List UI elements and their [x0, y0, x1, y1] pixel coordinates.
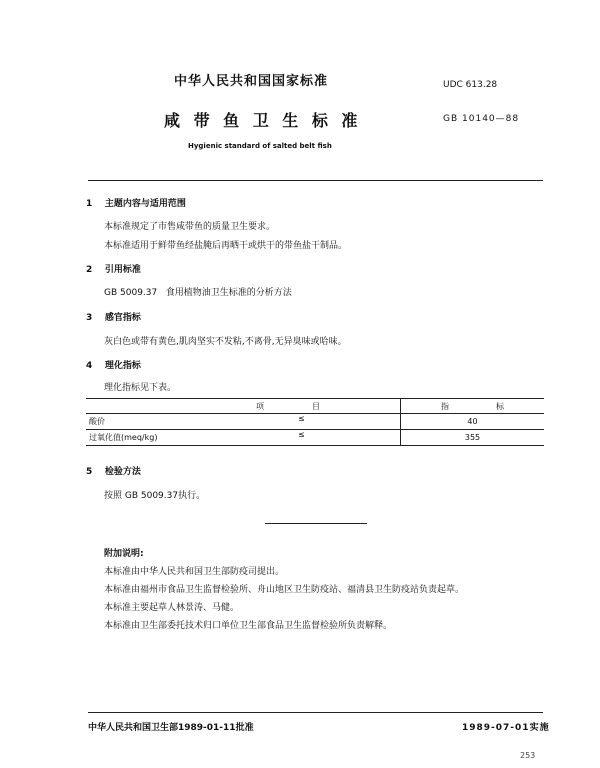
row-operator: ≤: [298, 430, 305, 439]
section-5-heading: [86, 464, 141, 477]
notes-line-4: 本标准由卫生部委托技术归口单位卫生部食品卫生监督检验所负责解释。: [104, 621, 393, 631]
section-1-number: 1: [86, 199, 93, 209]
notes-title: 附加说明:: [104, 549, 144, 559]
section-2-heading: [86, 262, 141, 275]
table-row: [86, 430, 544, 446]
section-5-line-1: 按照 GB 5009.37执行。: [104, 491, 206, 501]
section-1-heading: [86, 196, 186, 209]
section-1-line-2: 本标准适用于鲜带鱼经盐腌后再晒干或烘干的带鱼盐干制品。: [104, 241, 348, 251]
page-number: 253: [520, 751, 536, 760]
row-value: 355: [401, 430, 545, 446]
section-4-title: 理化指标: [104, 361, 141, 371]
section-3-title: 感官指标: [104, 313, 141, 323]
section-3-heading: [86, 310, 141, 323]
gb-number: GB 10140—88: [443, 114, 520, 124]
section-4-number: 4: [86, 361, 93, 371]
effective-date: 1989-07-01实施: [462, 723, 550, 733]
section-2-line-1: GB 5009.37 食用植物油卫生标准的分析方法: [104, 288, 292, 298]
notes-line-1: 本标准由中华人民共和国卫生部防疫司提出。: [104, 567, 285, 577]
section-4-heading: [86, 358, 141, 371]
english-title: Hygienic standard of salted belt fish: [188, 142, 332, 150]
notes-line-3: 本标准主要起草人林景涛、马健。: [104, 603, 240, 613]
table-header-item: 项 目: [86, 399, 401, 414]
section-2-title: 引用标准: [104, 265, 141, 275]
table-header-row: [86, 399, 544, 414]
approval-line: 中华人民共和国卫生部1989-01-11批准: [88, 723, 254, 733]
notes-line-2: 本标准由福州市食品卫生监督检验所、舟山地区卫生防疫站、福清县卫生防疫站负责起草。: [104, 585, 465, 595]
row-item-label: 酸价: [89, 417, 105, 426]
udc-code: UDC 613.28: [443, 80, 498, 90]
end-rule: [265, 523, 367, 524]
section-1-title: 主题内容与适用范围: [104, 199, 186, 209]
section-3-line-1: 灰白色或带有黄色,肌肉坚实不发粘,不离骨,无异臭味或哈味。: [104, 337, 347, 347]
section-4-line-1: 理化指标见下表。: [104, 383, 177, 393]
row-operator: ≤: [298, 414, 305, 423]
row-item-label: 过氧化值(meq/kg): [89, 433, 158, 442]
section-1-line-1: 本标准规定了市售咸带鱼的质量卫生要求。: [104, 222, 276, 232]
section-2-number: 2: [86, 265, 93, 275]
org-title: 中华人民共和国国家标准: [174, 74, 329, 89]
section-5-title: 检验方法: [104, 467, 141, 477]
indicator-table: [86, 398, 544, 446]
document-title: 咸 带 鱼 卫 生 标 准: [164, 111, 362, 130]
row-value: 40: [401, 414, 545, 430]
table-row: [86, 414, 544, 430]
footer-rule: [88, 712, 543, 713]
section-3-number: 3: [86, 313, 93, 323]
table-header-indicator: 指 标: [401, 399, 545, 414]
section-5-number: 5: [86, 467, 93, 477]
header-rule: [88, 180, 543, 181]
